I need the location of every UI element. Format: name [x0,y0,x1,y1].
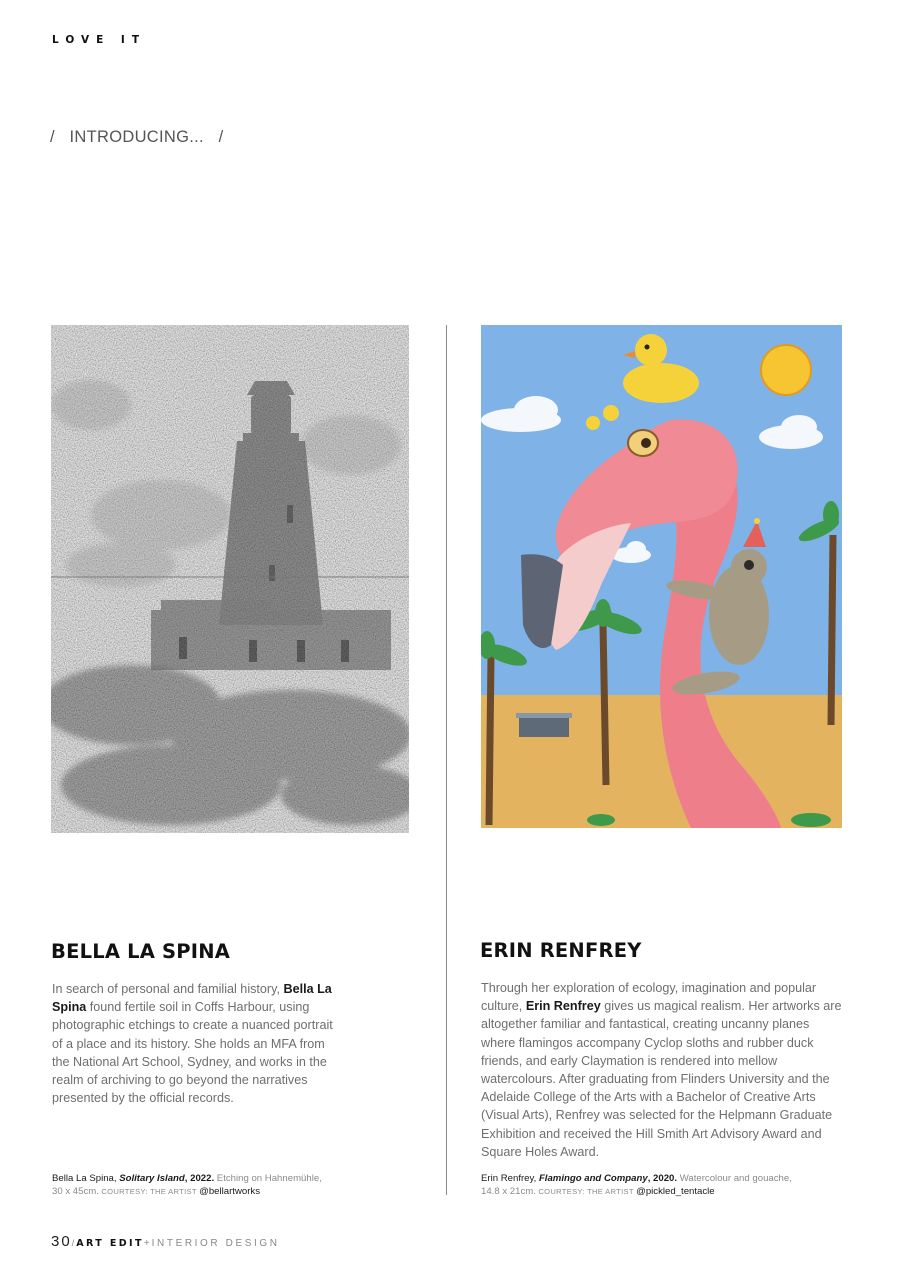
caption-left-medium: Etching on Hahnemühle, [214,1173,322,1184]
page-footer [51,1233,280,1250]
footer-plus: + [143,1238,152,1249]
caption-left-title: Solitary Island [119,1173,185,1184]
caption-right-size: 14.8 x 21cm. [481,1186,536,1197]
intro-slash-left: / [50,128,55,146]
caption-left-handle: @bellartworks [199,1186,261,1197]
magazine-name: ART EDIT [76,1238,144,1249]
artwork-solitary-island [51,325,409,833]
footer-slash: / [71,1238,77,1248]
intro-label: INTRODUCING... [69,128,204,146]
bio-right-pre: Through her exploration of ecology, imagination and popular culture, [481,981,817,1014]
intro-slash-right: / [218,128,224,146]
bio-right-name: Erin Renfrey [525,999,601,1014]
bio-left-post: found fertile soil in Coffs Harbour, using photographic etchings to create a nuanced portrait of a place and its history. She holds an MFA from the National Art School, Sydney, and works in the realm of archiving to go beyond the narratives presented by the official records. [52,1000,333,1106]
artwork-flamingo-and-company [481,325,842,828]
page-number: 30 [51,1233,72,1250]
intro-heading [50,128,223,147]
caption-left-year: , 2022. [184,1173,215,1184]
bio-right-post: gives us magical realism. Her artworks are altogether familiar and fantastical, creating uncanny planes where flamingos accompany Cyclop sloths and rubber duck friends, and early Claymation is rendered into mellow watercolours. After graduating from Flinders University and the Adelaide College of the Arts with a Bachelor of Creative Arts (Visual Arts), Renfrey was selected for the Helpmann Graduate Exhibition and received the Hill Smith Art Advisory Award and Square Holes Award. [481,999,842,1159]
artist-name-right: ERIN RENFREY [480,939,642,962]
magazine-subtitle: INTERIOR DESIGN [151,1238,280,1249]
caption-right-artist: Erin Renfrey, [481,1173,539,1184]
caption-right-courtesy: COURTESY: THE ARTIST [535,1187,637,1196]
section-label: LOVE IT [52,34,146,46]
caption-left-artist: Bella La Spina, [52,1173,120,1184]
bio-right [481,979,846,1161]
bio-left-name: Bella La Spina [52,982,332,1015]
caption-right-handle: @pickled_tentacle [636,1186,715,1197]
caption-right-year: , 2020. [647,1173,678,1184]
bio-left-pre: In search of personal and familial history, [52,982,284,996]
caption-right-title: Flamingo and Company [538,1173,648,1184]
caption-right-medium: Watercolour and gouache, [677,1173,792,1184]
caption-right [481,1172,811,1198]
caption-left-courtesy: COURTESY: THE ARTIST [98,1187,200,1196]
caption-left-size: 30 x 45cm. [52,1186,99,1197]
caption-left [52,1172,352,1198]
bio-left [52,980,342,1107]
column-divider [446,325,447,1195]
artist-name-left: BELLA LA SPINA [51,940,231,963]
